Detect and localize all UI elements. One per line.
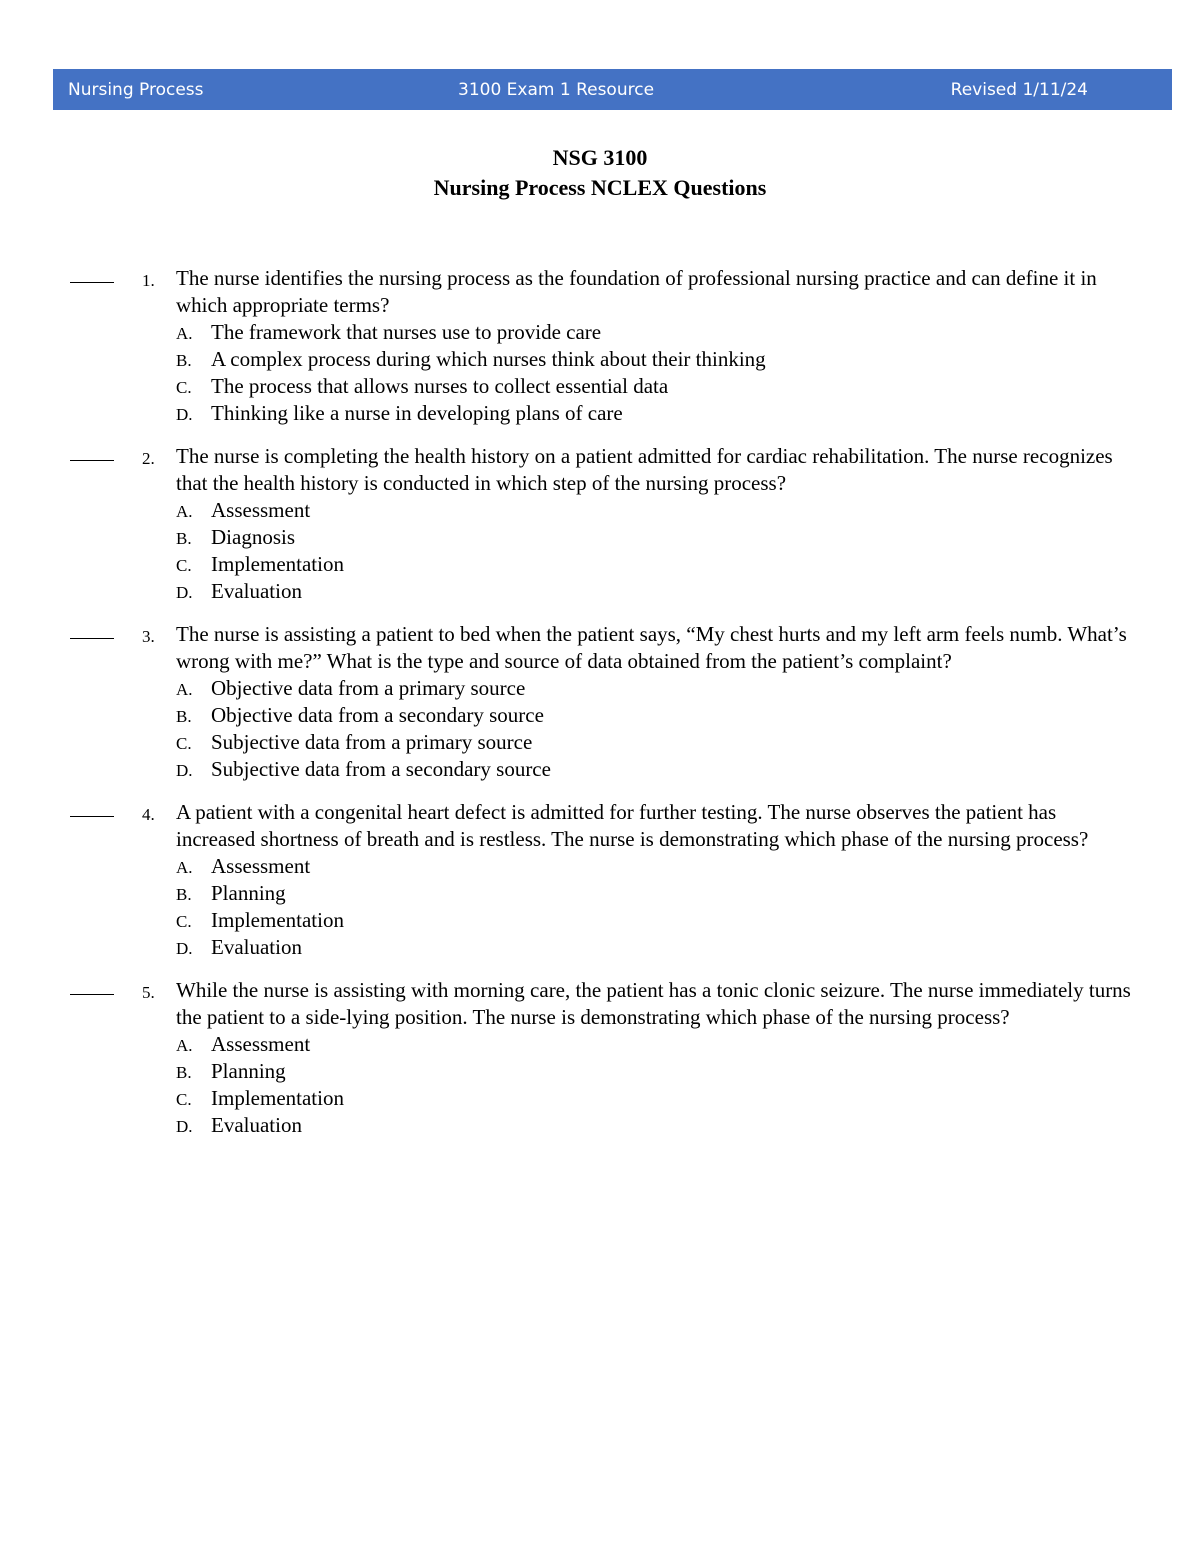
option-text: A complex process during which nurses think about their thinking	[211, 347, 766, 371]
question-item	[0, 443, 1200, 605]
option-letter: D.	[176, 939, 193, 958]
option-letter: B.	[176, 529, 192, 548]
answer-option	[176, 880, 1200, 907]
option-letter: D.	[176, 405, 193, 424]
answer-option	[176, 319, 1200, 346]
course-code: NSG 3100	[552, 145, 648, 170]
answer-blank	[70, 638, 114, 639]
answer-blank	[70, 282, 114, 283]
answer-option	[176, 675, 1200, 702]
answer-blank	[70, 994, 114, 995]
option-letter: A.	[176, 1036, 193, 1055]
header-course-title: 3100 Exam 1 Resource	[458, 80, 655, 100]
question-number: 1.	[142, 271, 155, 290]
option-text: The process that allows nurses to collect essential data	[211, 374, 669, 398]
question-number: 3.	[142, 627, 155, 646]
answer-option	[176, 907, 1200, 934]
option-letter: B.	[176, 885, 192, 904]
answer-option	[176, 1058, 1200, 1085]
option-letter: C.	[176, 556, 192, 575]
question-stem: While the nurse is assisting with morning care, the patient has a tonic clonic seizure. The nurse immediately turns the patient to a side-lying position. The nurse is demonstrating which phase of the nursing process?	[176, 978, 1131, 1029]
option-text: Subjective data from a primary source	[211, 730, 533, 754]
option-letter: B.	[176, 351, 192, 370]
answer-option	[176, 373, 1200, 400]
option-letter: C.	[176, 912, 192, 931]
question-number: 2.	[142, 449, 155, 468]
option-text: The framework that nurses use to provide care	[211, 320, 602, 344]
option-text: Thinking like a nurse in developing plans of care	[211, 401, 623, 425]
answer-options	[0, 319, 1200, 427]
option-letter: C.	[176, 378, 192, 397]
option-letter: D.	[176, 583, 193, 602]
option-text: Diagnosis	[211, 525, 295, 549]
answer-blank	[70, 816, 114, 817]
header-section-title: Nursing Process	[68, 80, 204, 100]
answer-blank	[70, 460, 114, 461]
answer-option	[176, 346, 1200, 373]
answer-option	[176, 702, 1200, 729]
question-stem: A patient with a congenital heart defect is admitted for further testing. The nurse observes the patient has increased shortness of breath and is restless. The nurse is demonstrating which phase of the nursing process?	[176, 800, 1089, 851]
answer-option	[176, 756, 1200, 783]
question-stem: The nurse is assisting a patient to bed when the patient says, “My chest hurts and my left arm feels numb. What’s wrong with me?” What is the type and source of data obtained from the patient’s complaint?	[176, 622, 1127, 673]
option-text: Implementation	[211, 552, 344, 576]
answer-option	[176, 551, 1200, 578]
option-text: Assessment	[211, 498, 311, 522]
document-subtitle: Nursing Process NCLEX Questions	[433, 175, 767, 200]
answer-option	[176, 1085, 1200, 1112]
question-item	[0, 621, 1200, 783]
header-revision-date: Revised 1/11/24	[950, 80, 1088, 100]
question-item	[0, 799, 1200, 961]
option-text: Planning	[211, 881, 286, 905]
option-letter: A.	[176, 502, 193, 521]
answer-options	[0, 497, 1200, 605]
page-header	[53, 69, 1172, 110]
option-text: Implementation	[211, 908, 344, 932]
option-text: Evaluation	[211, 1113, 302, 1137]
question-number: 5.	[142, 983, 155, 1002]
option-text: Assessment	[211, 854, 311, 878]
option-text: Objective data from a secondary source	[211, 703, 544, 727]
option-letter: A.	[176, 680, 193, 699]
answer-options	[0, 853, 1200, 961]
answer-option	[176, 729, 1200, 756]
answer-option	[176, 934, 1200, 961]
answer-option	[176, 524, 1200, 551]
question-item	[0, 265, 1200, 427]
answer-options	[0, 1031, 1200, 1139]
option-letter: D.	[176, 761, 193, 780]
option-letter: A.	[176, 858, 193, 877]
document-title	[0, 143, 1200, 203]
option-letter: C.	[176, 734, 192, 753]
answer-option	[176, 1112, 1200, 1139]
answer-options	[0, 675, 1200, 783]
option-letter: A.	[176, 324, 193, 343]
option-text: Objective data from a primary source	[211, 676, 526, 700]
option-letter: B.	[176, 1063, 192, 1082]
answer-option	[176, 853, 1200, 880]
option-letter: B.	[176, 707, 192, 726]
answer-option	[176, 1031, 1200, 1058]
question-number: 4.	[142, 805, 155, 824]
option-text: Assessment	[211, 1032, 311, 1056]
option-text: Implementation	[211, 1086, 344, 1110]
option-letter: C.	[176, 1090, 192, 1109]
question-stem: The nurse identifies the nursing process as the foundation of professional nursing practice and can define it in which appropriate terms?	[176, 266, 1097, 317]
option-text: Evaluation	[211, 579, 302, 603]
option-text: Planning	[211, 1059, 286, 1083]
option-text: Evaluation	[211, 935, 302, 959]
option-letter: D.	[176, 1117, 193, 1136]
answer-option	[176, 497, 1200, 524]
question-item	[0, 977, 1200, 1139]
answer-option	[176, 400, 1200, 427]
question-list	[0, 265, 1200, 1155]
option-text: Subjective data from a secondary source	[211, 757, 551, 781]
answer-option	[176, 578, 1200, 605]
question-stem: The nurse is completing the health history on a patient admitted for cardiac rehabilitation. The nurse recognizes that the health history is conducted in which step of the nursing process?	[176, 444, 1113, 495]
